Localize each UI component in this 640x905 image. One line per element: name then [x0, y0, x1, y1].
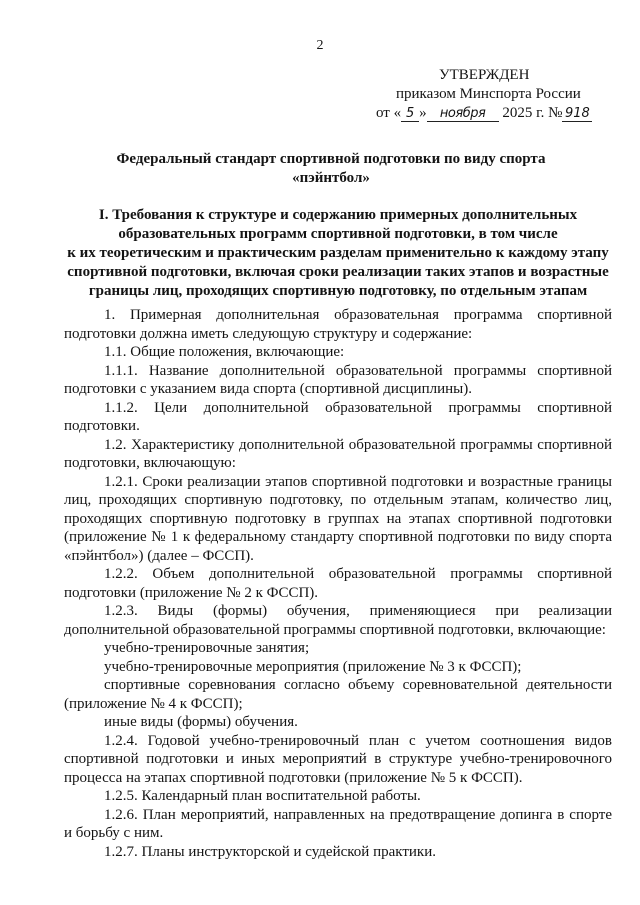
approval-title: УТВЕРЖДЕН — [439, 67, 530, 83]
approval-order: приказом Минспорта России — [396, 86, 581, 102]
handwritten-day: 5 — [401, 106, 419, 122]
paragraph: 1.2.7. Планы инструкторской и судейской практики. — [104, 843, 436, 860]
paragraph: 1.2.2. Объем дополнительной образовательной программы спортивной подготовки (приложение № 2 к ФССП). — [64, 566, 612, 601]
date-prefix: от « — [376, 105, 402, 121]
paragraph: 1.2.6. План мероприятий, направленных на предотвращение допинга в спорте и борьбу с ним. — [64, 806, 612, 841]
list-item: учебно-тренировочные занятия; — [104, 640, 310, 656]
body-text — [64, 306, 612, 861]
section-title-line: границы лиц, проходящих спортивную подготовку, по отдельным этапам — [88, 283, 588, 299]
paragraph: 1.2.3. Виды (формы) обучения, применяющиеся при реализации дополнительной образовательной программы спортивной подготовки, включающие: — [64, 603, 612, 638]
page-number: 2 — [316, 38, 324, 53]
section-title-line: образовательных программ спортивной подготовки, в том числе — [118, 226, 558, 242]
standard-title-line: «пэйнтбол» — [292, 170, 370, 186]
section-title-line: к их теоретическим и практическим разделам применительно к каждому этапу — [67, 245, 609, 261]
handwritten-month: ноября — [427, 106, 499, 122]
paragraph: 1.2.5. Календарный план воспитательной работы. — [104, 788, 421, 804]
section-title — [64, 206, 612, 301]
list-item: иные виды (формы) обучения. — [104, 714, 298, 730]
paragraph: 1. Примерная дополнительная образовательная программа спортивной подготовки должна иметь следующую структуру и содержание: — [64, 307, 612, 342]
paragraph: 1.2. Характеристику дополнительной образовательной программы спортивной подготовки, включающую: — [64, 436, 612, 471]
approval-block — [376, 66, 616, 123]
section-title-line: I. Требования к структуре и содержанию примерных дополнительных — [98, 207, 578, 223]
section-title-line: спортивной подготовки, включая сроки реализации таких этапов и возрастные — [67, 264, 609, 280]
paragraph: 1.2.4. Годовой учебно-тренировочный план с учетом соотношения видов спортивной подготовки и иных мероприятий в структуре учебно-тренировочного процесса на этапах спортивной подготовки (приложение № 5 к ФССП). — [64, 732, 612, 786]
handwritten-order-number: 918 — [562, 106, 592, 122]
date-year: 2025 г. № — [502, 105, 563, 121]
paragraph: 1.1. Общие положения, включающие: — [104, 344, 345, 360]
list-item: спортивные соревнования согласно объему соревновательной деятельности (приложение № 4 к ФССП); — [64, 677, 612, 712]
paragraph: 1.1.2. Цели дополнительной образовательной программы спортивной подготовки. — [64, 399, 612, 434]
standard-title — [96, 150, 566, 188]
standard-title-line: Федеральный стандарт спортивной подготовки по виду спорта — [116, 151, 546, 167]
date-quote-close: » — [419, 105, 427, 121]
paragraph: 1.1.1. Название дополнительной образовательной программы спортивной подготовки с указанием вида спорта (спортивной дисциплины). — [64, 362, 612, 397]
list-item: учебно-тренировочные мероприятия (приложение № 3 к ФССП); — [104, 658, 522, 675]
paragraph: 1.2.1. Сроки реализации этапов спортивной подготовки и возрастные границы лиц, проходящих спортивную подготовку, по отдельным этапам, количество лиц, проходящих спортивную подготовку в группах на этапах спортивной подготовки (приложение № 1 к федеральному стандарту спортивной подготовки по виду спорта «пэйнтбол») (далее – ФССП). — [64, 473, 612, 564]
approval-date — [376, 104, 616, 123]
